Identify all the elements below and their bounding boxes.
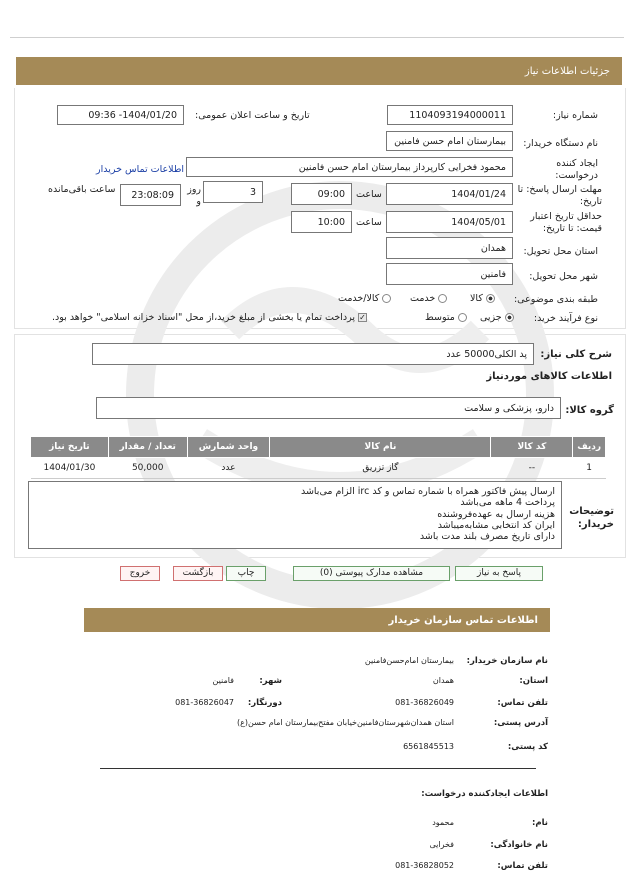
goods-table — [30, 436, 606, 479]
process-option-medium[interactable]: متوسط — [425, 312, 467, 323]
creator-label: ایجاد کننده درخواست: — [555, 158, 598, 181]
deadline-date-field: 1404/01/24 — [386, 183, 513, 205]
contact-province-label: استان: — [519, 676, 548, 686]
buyer-notes-label: توضیحات خریدار: — [569, 506, 614, 530]
creator-family-value: فخرایی — [429, 840, 454, 849]
creator-name-label: نام: — [531, 818, 548, 828]
col-unit: واحد شمارش — [187, 437, 270, 458]
province-field: همدان — [386, 237, 513, 259]
remaining-time-field: 23:08:09 — [120, 184, 181, 206]
process-option-minor[interactable]: جزیی — [480, 312, 514, 323]
col-row: ردیف — [573, 437, 606, 458]
goods-section-title: اطلاعات کالاهای موردنیاز — [486, 371, 612, 382]
print-button[interactable]: چاپ — [226, 566, 266, 581]
postal-value: 6561845513 — [403, 742, 454, 751]
radio-icon — [458, 313, 467, 322]
contact-info-link[interactable]: اطلاعات تماس خریدار — [96, 164, 185, 175]
contact-province-value: همدان — [432, 676, 454, 685]
col-code: کد کالا — [491, 437, 573, 458]
buyer-notes-box — [28, 481, 562, 549]
org-value: بیمارستان امام‌حسن‌فامنین — [364, 656, 454, 665]
summary-field: پد الکلی50000 عدد — [92, 343, 534, 365]
contact-section-title: اطلاعات تماس سازمان خریدار — [388, 615, 538, 626]
category-label: طبقه بندی موضوعی: — [513, 294, 598, 305]
view-attachments-button[interactable]: مشاهده مدارک پیوستی (0) — [293, 566, 450, 581]
cell-unit: عدد — [187, 458, 270, 479]
page-header — [16, 57, 622, 85]
category-option-goods[interactable]: کالا — [470, 293, 495, 304]
org-label: نام سازمان خریدار: — [466, 656, 548, 666]
postal-label: کد پستی: — [507, 742, 548, 752]
note-line: هزینه ارسال به عهده‌فروشنده — [437, 508, 555, 520]
fax-value: 081-36826047 — [175, 698, 234, 707]
deadline-label: مهلت ارسال پاسخ: تا تاریخ: — [517, 184, 602, 207]
note-line: ارسال پیش فاکتور همراه با شماره تماس و کد irc الزام می‌باشد — [300, 486, 555, 497]
cell-code: -- — [491, 458, 573, 479]
validity-time-label: ساعت — [356, 217, 382, 228]
days-remaining-field: 3 — [203, 181, 263, 203]
contact-city-value: فامنین — [212, 676, 234, 685]
days-label: روز و — [187, 184, 201, 207]
creator-phone-label: تلفن تماس: — [497, 861, 548, 871]
city-field: فامنین — [386, 263, 513, 285]
fax-label: دورنگار: — [247, 698, 282, 708]
col-date: تاریخ نیاز — [31, 437, 109, 458]
city-label: شهر محل تحویل: — [529, 271, 598, 282]
creator-name-value: محمود — [432, 818, 454, 827]
table-row — [31, 458, 606, 479]
address-value: استان همدان‌شهرستان‌فامنین‌خیابان مفتح‌بیمارستان امام حسن(ع) — [237, 718, 454, 727]
process-label: نوع فرآیند خرید: — [533, 313, 598, 324]
cell-date: 1404/01/30 — [31, 458, 109, 479]
creator-family-label: نام خانوادگی: — [490, 840, 548, 850]
note-line: دارای تاریخ مصرف بلند مدت باشد — [419, 531, 555, 543]
buyer-label: نام دستگاه خریدار: — [523, 138, 598, 149]
radio-selected-icon — [505, 313, 514, 322]
cell-name: گاز تزریق — [270, 458, 491, 479]
category-option-both[interactable]: کالا/خدمت — [338, 293, 391, 304]
note-line: پرداخت 4 ماهه می‌باشد — [460, 497, 555, 509]
reply-button[interactable]: پاسخ به نیاز — [455, 566, 543, 581]
category-option-service[interactable]: خدمت — [410, 293, 447, 304]
deadline-time-label: ساعت — [356, 189, 382, 200]
creator-phone-value: 081-36828052 — [395, 861, 454, 870]
cell-qty: 50,000 — [108, 458, 187, 479]
treasury-payment-option[interactable]: ✓ پرداخت تمام یا بخشی از مبلغ خرید،از محل "اسناد خزانه اسلامی" خواهد بود. — [52, 312, 366, 323]
address-label: آدرس پستی: — [493, 718, 548, 728]
radio-icon — [438, 294, 447, 303]
deadline-time-field: 09:00 — [291, 183, 352, 205]
need-number-label: شماره نیاز: — [552, 110, 598, 121]
checkbox-checked-icon: ✓ — [359, 313, 366, 322]
col-name: نام کالا — [270, 437, 491, 458]
goods-group-field: دارو، پزشکی و سلامت — [96, 397, 561, 419]
note-line: ایران کد انتخابی مشابه‌میباشد — [437, 519, 555, 531]
contact-section-header — [84, 608, 550, 632]
creator-info-title: اطلاعات ایجادکننده درخواست: — [421, 789, 548, 799]
contact-divider — [100, 768, 536, 769]
top-divider — [10, 37, 624, 38]
exit-button[interactable]: خروج — [120, 566, 160, 581]
validity-time-field: 10:00 — [291, 211, 352, 233]
cell-row: 1 — [573, 458, 606, 479]
goods-group-label: گروه کالا: — [565, 405, 614, 416]
validity-date-field: 1404/05/01 — [386, 211, 513, 233]
summary-label: شرح کلی نیاز: — [540, 349, 612, 360]
table-header-row — [31, 437, 606, 458]
radio-icon — [382, 294, 391, 303]
radio-selected-icon — [486, 294, 495, 303]
phone-value: 081-36826049 — [395, 698, 454, 707]
col-qty: تعداد / مقدار — [108, 437, 187, 458]
phone-label: تلفن تماس: — [497, 698, 548, 708]
buyer-field: بیمارستان امام حسن فامنین — [386, 131, 513, 151]
contact-city-label: شهر: — [259, 676, 282, 686]
creator-field: محمود فخرایی کارپرداز بیمارستان امام حسن فامنین — [186, 157, 513, 177]
validity-label: حداقل تاریخ اعتبار قیمت: تا تاریخ: — [530, 211, 602, 234]
need-number-field: 1104093194000011 — [387, 105, 513, 125]
announce-field: 1404/01/20- 09:36 — [57, 105, 184, 125]
province-label: استان محل تحویل: — [523, 246, 598, 257]
announce-label: تاریخ و ساعت اعلان عمومی: — [195, 110, 310, 121]
remaining-label: ساعت باقی‌مانده — [48, 184, 116, 195]
back-button[interactable]: بازگشت — [173, 566, 223, 581]
page-title: جزئیات اطلاعات نیاز — [524, 66, 610, 77]
